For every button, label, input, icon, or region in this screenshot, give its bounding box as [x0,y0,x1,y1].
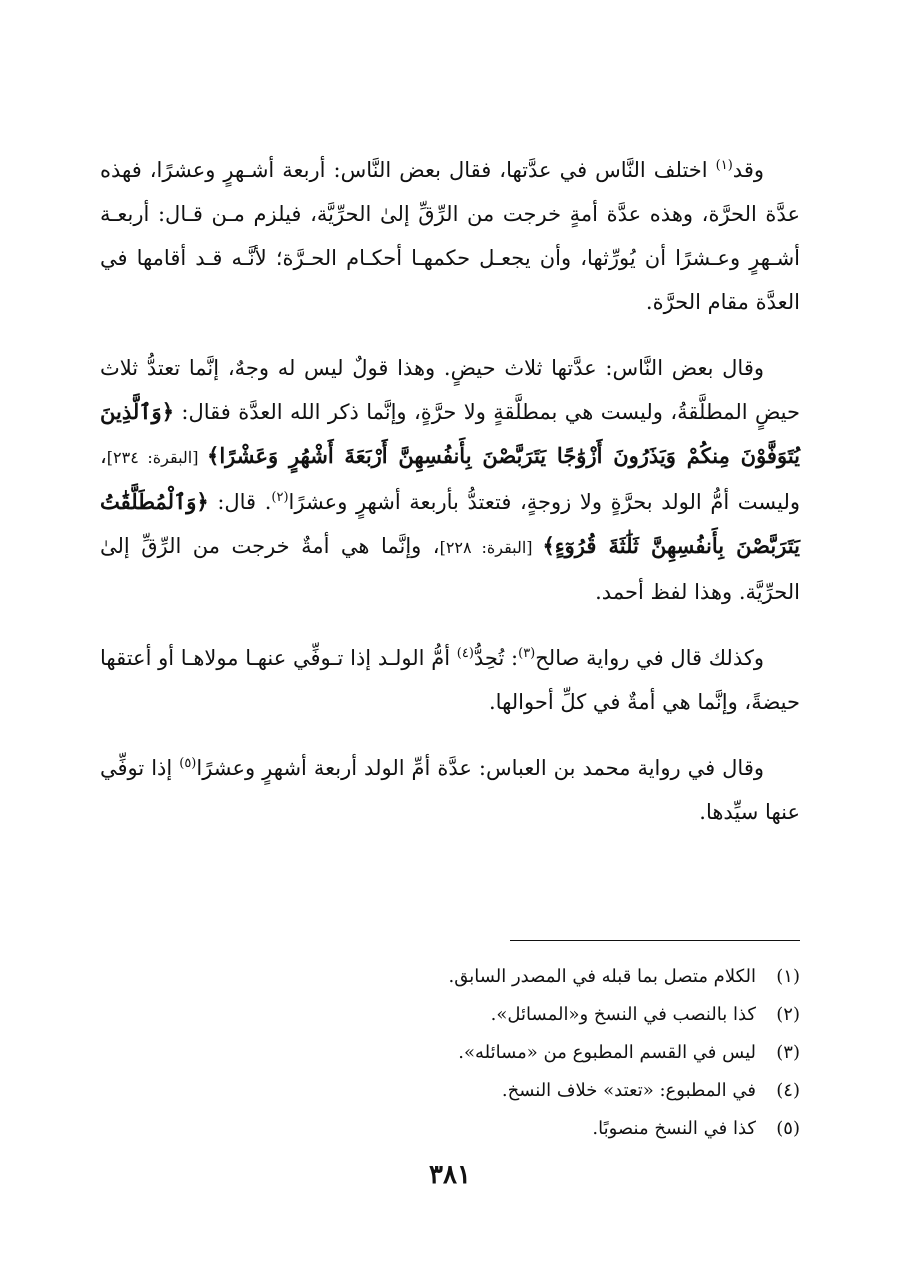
footnote-number: (١) [776,966,800,987]
text-run: ، وإنَّما هي أمةٌ خرجت من الرِّقِّ إلىٰ الحرِّيَّة. وهذا لفظ أحمد. [100,534,800,604]
text-run: وقال في رواية محمد بن العباس: عدَّة أمِّ الولد أربعة أشهرٍ وعشرًا [196,756,765,780]
footnote-reference: (١) [715,158,733,173]
footnotes-list [100,958,800,1148]
main-text [100,148,800,834]
footnote-item [100,958,800,996]
footnote-text: كذا في النسخ منصوبًا. [592,1118,756,1139]
quran-verse: ﴿وَٱلْمُطَلَّقَٰتُ يَتَرَبَّصْنَ بِأَنفُسِهِنَّ ثَلَٰثَةَ قُرُوٓءٍ﴾ [100,489,800,558]
paragraph-3 [100,636,800,724]
footnote-item [100,1034,800,1072]
footnote-text: في المطبوع: «تعتد» خلاف النسخ. [501,1080,756,1101]
text-run: اختلف النَّاس في عدَّتها، فقال بعض النَّاس: أربعة أشـهرٍ وعشرًا، فهذه عدَّة الحرَّة، وهذه عدَّة أمةٍ خرجت من الرِّقِّ إلىٰ الحرِّيَّة، فيلزم مـن قـال: أربعـة أشـهرٍ وعـشرًا أن يُورِّثها، وأن يجعـل حكمهـا أحكـام الحـرَّة؛ لأنَّـه قـد أقامها في العدَّة مقام الحرَّة. [100,158,800,314]
footnote-number: (٣) [776,1042,800,1063]
footnote-number: (٥) [776,1118,800,1139]
text-run: إذا توفِّي عنها سيِّدها. [100,756,800,824]
footnote-item [100,996,800,1034]
footnote-item [100,1110,800,1148]
paragraph-1 [100,148,800,324]
footnote-text: الكلام متصل بما قبله في المصدر السابق. [448,966,756,987]
text-run: وكذلك قال في رواية صالح [535,646,764,670]
footnote-divider [510,940,800,941]
text-run: . قال: [208,490,272,514]
footnote-reference: (٥) [179,756,197,771]
verse-reference: [البقرة: ٢٣٤] [106,448,208,467]
footnote-item [100,1072,800,1110]
page-number: ٣٨١ [429,1160,471,1190]
footnote-reference: (٤) [456,646,474,661]
footnote-text: ليس في القسم المطبوع من «مسائله». [458,1042,756,1063]
text-run: : تُحِدُّ [473,646,519,670]
quran-verse: ﴿وَٱلَّذِينَ يُتَوَفَّوْنَ مِنكُمْ وَيَذَرُونَ أَزْوَٰجًا يَتَرَبَّصْنَ بِأَنفُسِهِنَّ أَرْبَعَةَ أَشْهُرٍ وَعَشْرًا﴾ [100,399,800,468]
verse-reference: [البقرة: ٢٢٨] [439,538,543,557]
footnote-reference: (٣) [518,646,536,661]
text-run: ، وليست أمُّ الولد بحرَّةٍ ولا زوجةٍ، فتعتدُّ بأربعة أشهرٍ وعشرًا [100,444,800,514]
text-run: وقد [732,158,764,182]
footnote-number: (٢) [776,1004,800,1025]
footnote-text: كذا بالنصب في النسخ و«المسائل». [490,1004,756,1025]
paragraph-2 [100,346,800,614]
text-run: وقال بعض النَّاس: عدَّتها ثلاث حيضٍ. وهذا قولٌ ليس له وجهٌ، إنَّما تعتدُّ ثلاث حيضٍ المطلَّقةُ، وليست هي بمطلَّقةٍ ولا حرَّةٍ، وإنَّما ذكر الله العدَّة فقال: [100,356,800,424]
text-run: أمُّ الولـد إذا تـوفِّي عنهـا مولاهـا أو أعتقها حيضةً، وإنَّما هي أمةٌ في كلِّ أحوالها. [100,646,800,714]
paragraph-4 [100,746,800,834]
footnote-reference: (٢) [271,490,289,505]
footnote-number: (٤) [776,1080,800,1101]
